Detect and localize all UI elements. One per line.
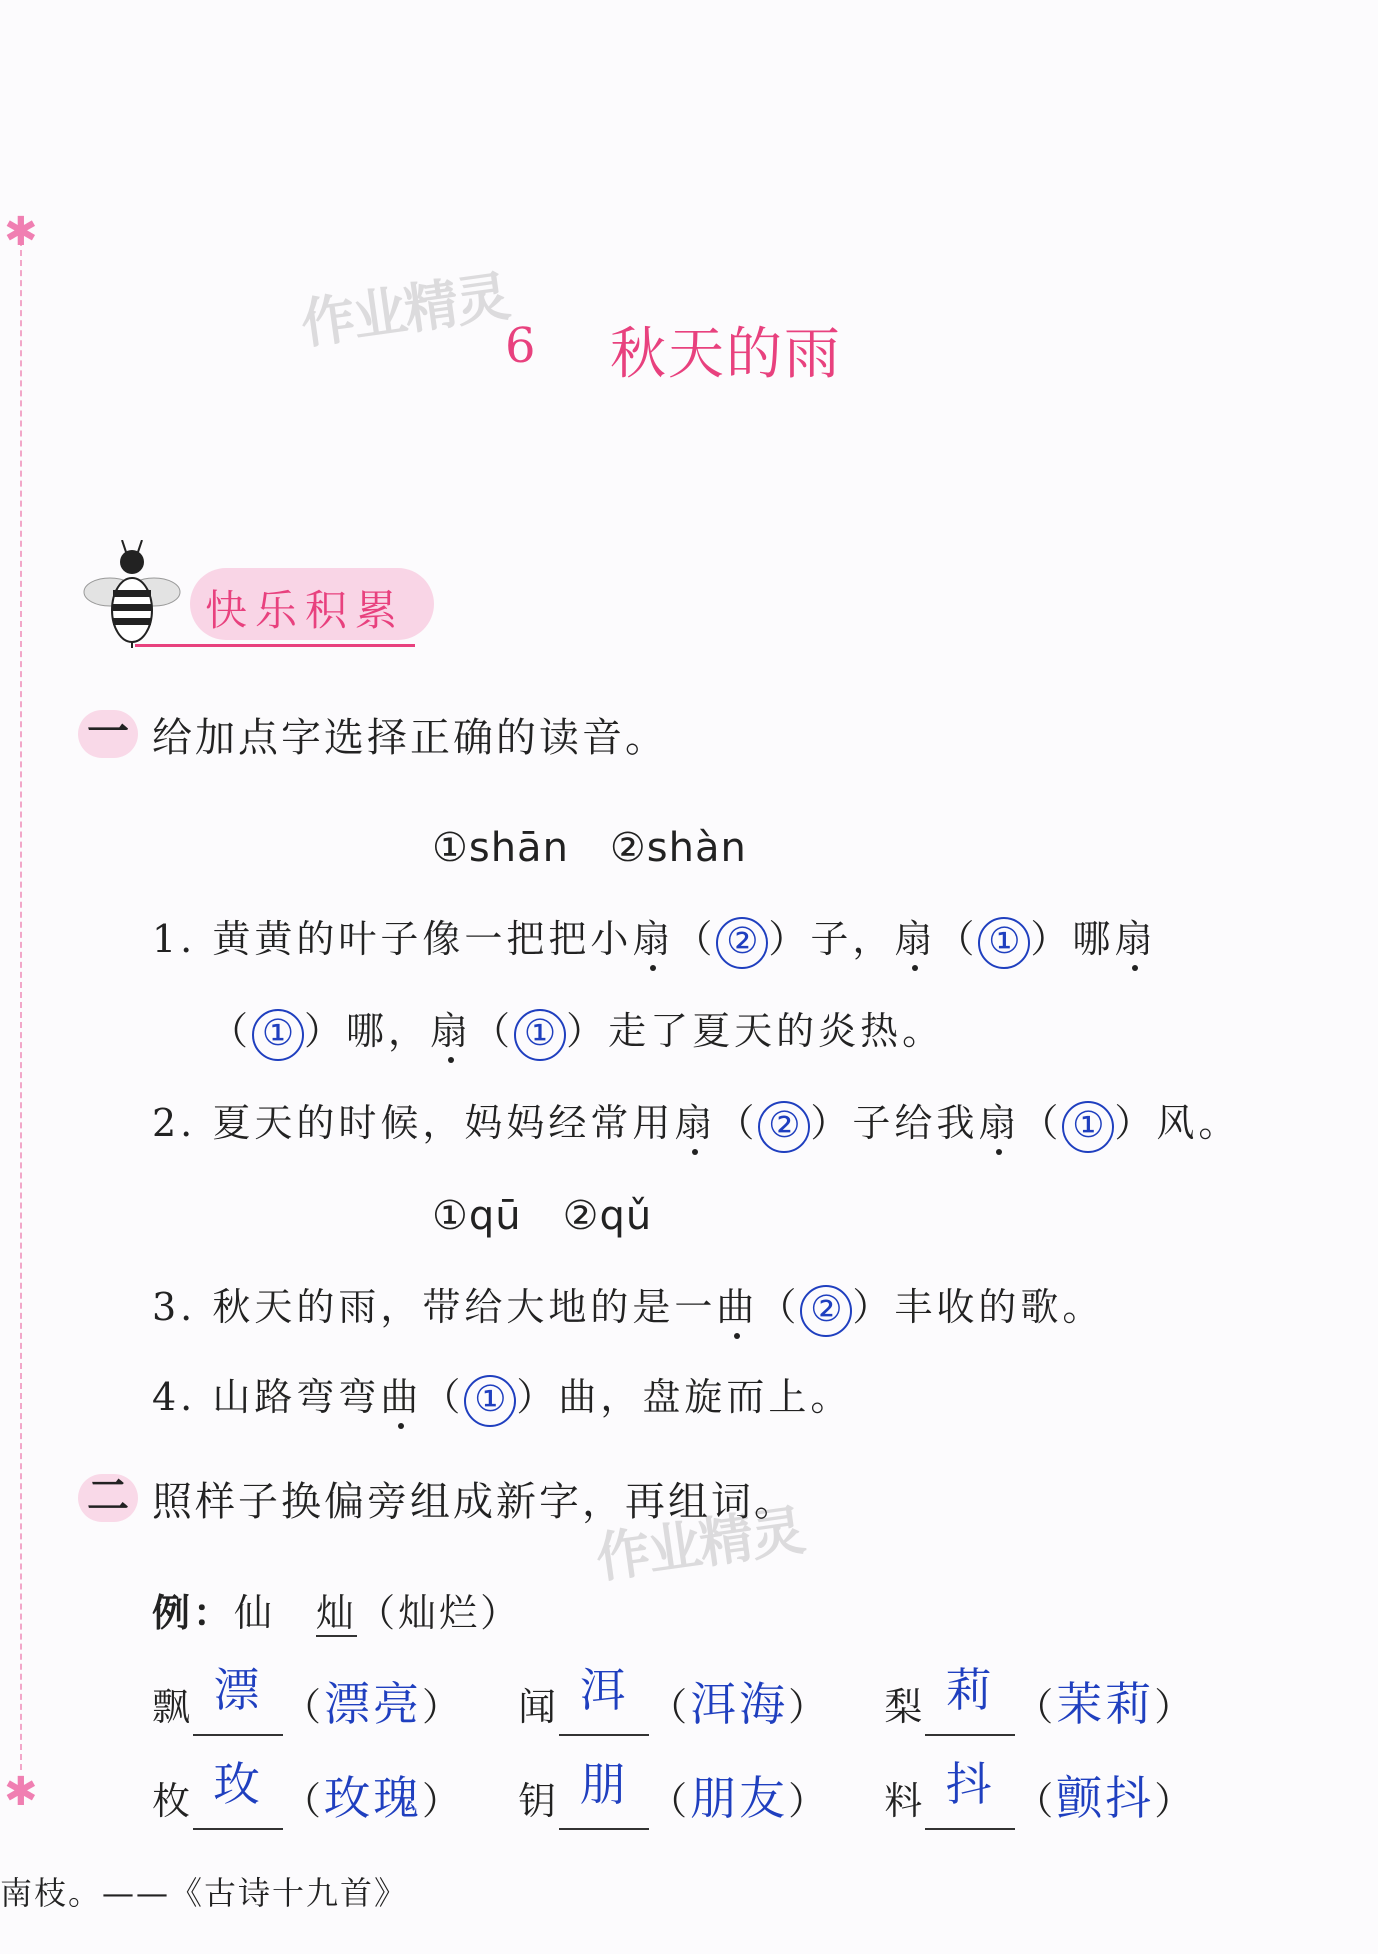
- question-number: 一: [78, 710, 138, 758]
- question-prompt: 照样子换偏旁组成新字，再组词。: [152, 1479, 797, 1525]
- sentence-2: 2. 夏天的时候，妈妈经常用扇（ ② ）子给我扇（ ① ）风。: [152, 1092, 1240, 1153]
- pinyin-options: ①shān ②shàn: [432, 825, 747, 871]
- flower-icon: ✱: [4, 209, 38, 255]
- answer-circle: ②: [758, 1101, 810, 1153]
- watermark: 作业精灵: [592, 1498, 807, 1591]
- bee-icon: [82, 540, 182, 650]
- margin-dashed-line: [20, 240, 22, 1770]
- question-prompt: 给加点字选择正确的读音。: [152, 715, 668, 761]
- sentence-1: 1. 黄黄的叶子像一把把小扇（ ② ）子，扇（ ① ）哪扇: [152, 908, 1156, 969]
- answer-circle: ①: [514, 1009, 566, 1061]
- answer-circle: ②: [800, 1285, 852, 1337]
- word-row-1: 飘 漂 （漂亮） 闻 洱 （洱海） 梨 莉 （茉莉）: [152, 1668, 1195, 1736]
- pinyin-options: ①qū ②qǔ: [432, 1193, 653, 1239]
- section-underline: [135, 644, 415, 647]
- answer-circle: ①: [978, 917, 1030, 969]
- lesson-number: 6: [505, 318, 536, 374]
- example-row: 例：仙 灿（灿烂）: [152, 1591, 522, 1635]
- answer-circle: ①: [1062, 1101, 1114, 1153]
- answer-circle: ①: [252, 1009, 304, 1061]
- question-number: 二: [78, 1474, 138, 1522]
- sentence-4: 4. 山路弯弯曲（ ① ）曲，盘旋而上。: [152, 1366, 852, 1427]
- answer-circle: ②: [716, 917, 768, 969]
- flower-icon: ✱: [4, 1769, 38, 1815]
- sentence-1-cont: （ ① ）哪，扇（ ① ）走了夏天的炎热。: [210, 1000, 944, 1061]
- sentence-3: 3. 秋天的雨，带给大地的是一曲（ ② ）丰收的歌。: [152, 1276, 1104, 1337]
- section-badge-label: 快乐积累: [205, 586, 406, 635]
- answer-circle: ①: [464, 1375, 516, 1427]
- watermark: 作业精灵: [297, 264, 512, 357]
- footer-quote: 南枝。——《古诗十九首》: [0, 1874, 409, 1912]
- lesson-title: 秋天的雨: [610, 322, 842, 387]
- word-row-2: 枚 玫 （玫瑰） 钥 朋 （朋友） 料 抖 （颤抖）: [152, 1762, 1195, 1830]
